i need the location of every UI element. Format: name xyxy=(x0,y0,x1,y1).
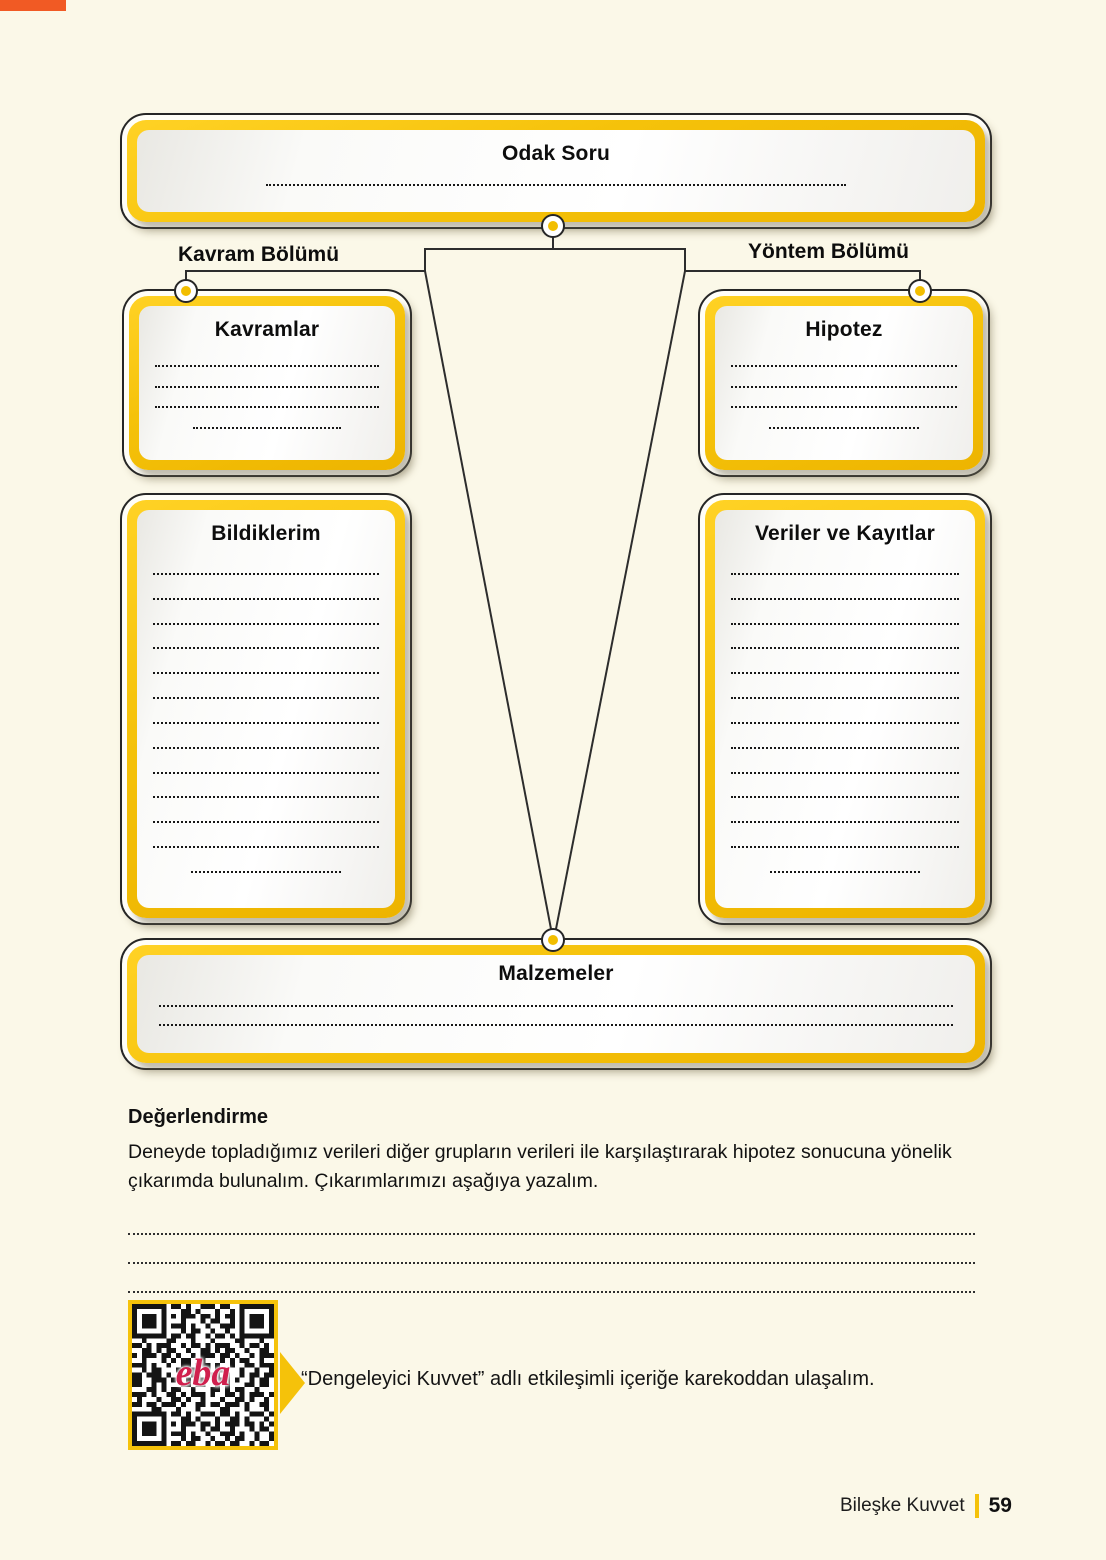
ruled-line xyxy=(153,672,379,674)
ruled-line xyxy=(153,722,379,724)
ruled-line xyxy=(731,796,959,798)
qr-code xyxy=(128,1300,278,1450)
footer-divider xyxy=(975,1494,979,1518)
kavramlar-box-frame xyxy=(129,296,405,470)
malzemeler-box xyxy=(120,938,992,1070)
ruled-line xyxy=(159,1005,953,1007)
ruled-line xyxy=(159,1024,953,1026)
ruled-line xyxy=(731,722,959,724)
ruled-line xyxy=(153,796,379,798)
ruled-line xyxy=(128,1235,975,1264)
ruled-line xyxy=(155,406,379,408)
connector-dot-icon xyxy=(908,279,932,303)
ruled-line xyxy=(153,821,379,823)
evaluation-answer-lines xyxy=(128,1206,975,1293)
bildiklerim-box-frame xyxy=(127,500,405,918)
ruled-line xyxy=(731,386,957,388)
page-footer xyxy=(840,1494,1012,1518)
veriler-box-title: Veriler ve Kayıtlar xyxy=(754,522,936,545)
ruled-line xyxy=(153,697,379,699)
ruled-line xyxy=(731,573,959,575)
connector-dot-icon xyxy=(541,928,565,952)
malzemeler-answer-lines xyxy=(137,986,975,1053)
hipotez-answer-lines xyxy=(715,342,973,460)
ruled-line xyxy=(155,365,379,367)
ruled-line xyxy=(153,647,379,649)
ruled-line xyxy=(731,772,959,774)
focus-question-box xyxy=(120,113,992,229)
evaluation-section xyxy=(128,1106,975,1293)
ruled-line xyxy=(731,672,959,674)
focus-box-title: Odak Soru xyxy=(502,142,610,165)
ruled-line xyxy=(266,184,846,186)
ruled-line xyxy=(153,573,379,575)
hipotez-box-title: Hipotez xyxy=(805,318,883,341)
ruled-line xyxy=(731,747,959,749)
kavramlar-answer-lines xyxy=(139,342,395,460)
kavramlar-box-title: Kavramlar xyxy=(214,318,320,341)
focus-answer-lines xyxy=(137,166,975,212)
evaluation-instructions: Deneyde topladığımız verileri diğer grupların verileri ile karşılaştırarak hipotez sonucuna yönelik çıkarımda bulunalım. Çıkarımlarımızı aşağıya yazalım. xyxy=(128,1141,952,1192)
qr-caption: “Dengeleyici Kuvvet” adlı etkileşimli içeriğe karekoddan ulaşalım. xyxy=(301,1368,875,1390)
focus-box-frame xyxy=(127,120,985,222)
kavramlar-box xyxy=(122,289,412,477)
ruled-line xyxy=(731,406,957,408)
connector-dot-icon xyxy=(541,214,565,238)
ruled-line xyxy=(731,846,959,848)
veriler-box-frame xyxy=(705,500,985,918)
veriler-box xyxy=(698,493,992,925)
ruled-line xyxy=(731,365,957,367)
hipotez-box xyxy=(698,289,990,477)
ruled-line xyxy=(153,747,379,749)
hipotez-box-frame xyxy=(705,296,983,470)
malzemeler-box-title: Malzemeler xyxy=(498,962,614,985)
eba-logo: eba xyxy=(175,1352,231,1395)
evaluation-heading: Değerlendirme xyxy=(128,1106,269,1128)
ruled-line xyxy=(731,598,959,600)
ruled-line xyxy=(153,846,379,848)
footer-chapter: Bileşke Kuvvet xyxy=(840,1495,965,1516)
branch-label-left: Kavram Bölümü xyxy=(178,243,340,266)
ruled-line xyxy=(155,386,379,388)
bildiklerim-answer-lines xyxy=(137,546,395,908)
veriler-answer-lines xyxy=(715,546,975,908)
ruled-line xyxy=(153,772,379,774)
footer-page-number: 59 xyxy=(988,1494,1012,1517)
ruled-line xyxy=(128,1264,975,1293)
ruled-line xyxy=(731,821,959,823)
malzemeler-box-frame xyxy=(127,945,985,1063)
branch-label-right: Yöntem Bölümü xyxy=(748,240,909,263)
bildiklerim-box-title: Bildiklerim xyxy=(211,522,321,545)
ruled-line xyxy=(731,697,959,699)
ruled-line xyxy=(731,623,959,625)
connector-dot-icon xyxy=(174,279,198,303)
ruled-line xyxy=(153,598,379,600)
bildiklerim-box xyxy=(120,493,412,925)
ruled-line xyxy=(128,1206,975,1235)
ruled-line xyxy=(731,647,959,649)
ruled-line xyxy=(153,623,379,625)
